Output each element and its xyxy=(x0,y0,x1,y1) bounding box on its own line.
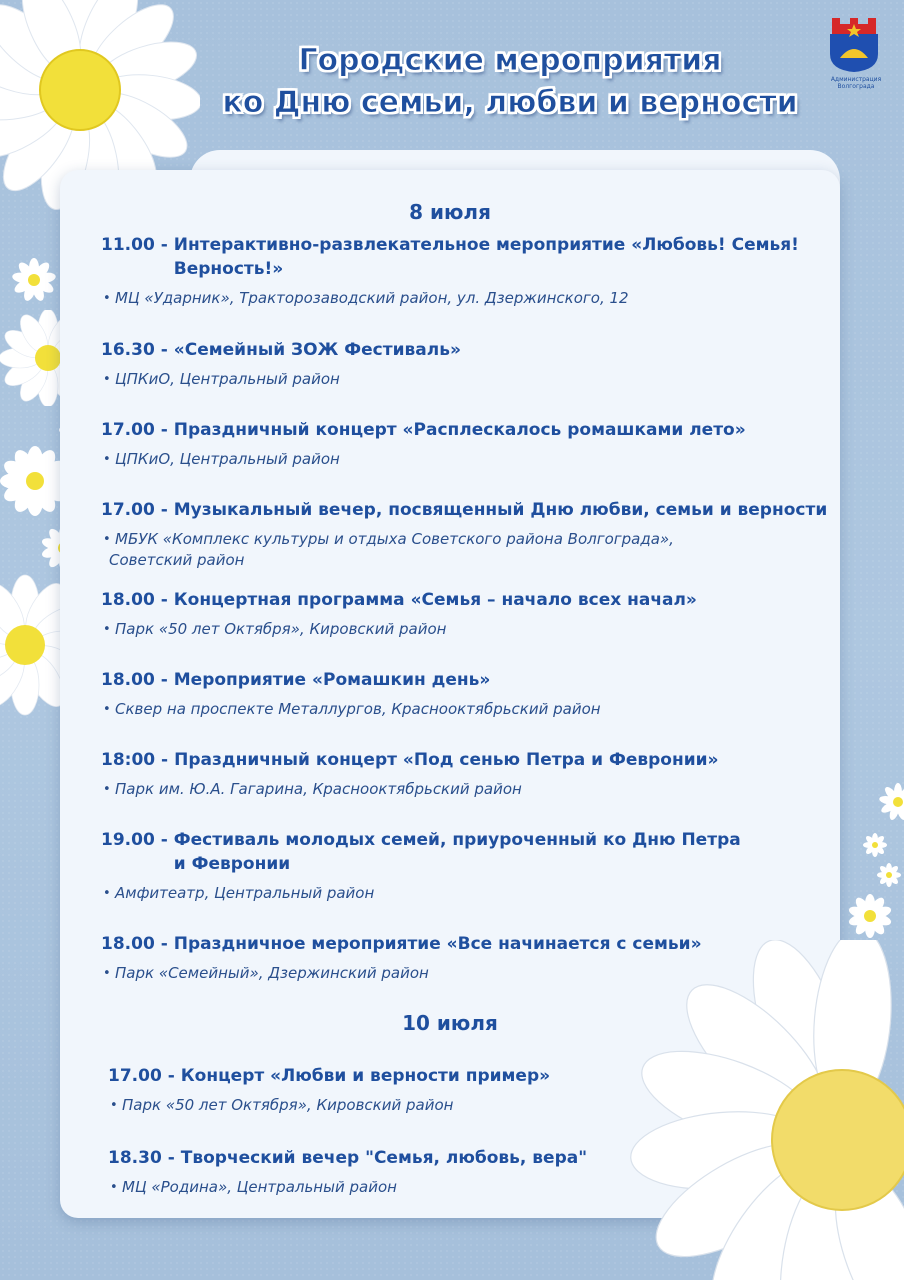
event-title: Концертная программа «Семья – начало всех начал» xyxy=(173,590,697,610)
event-item xyxy=(101,668,831,720)
event-time: 18:00 - xyxy=(101,750,169,770)
event-location: • Парк «Семейный», Дзержинский район xyxy=(101,963,831,984)
event-item xyxy=(101,338,831,390)
event-time: 16.30 - xyxy=(101,340,168,360)
event-location: • Парк «50 лет Октября», Кировский район xyxy=(108,1095,838,1116)
event-item xyxy=(101,498,841,571)
page-title xyxy=(200,40,820,124)
chamomile-flower-small xyxy=(876,862,902,888)
event-time: 17.00 - xyxy=(108,1066,175,1086)
event-title: Фестиваль молодых семей, приуроченный ко Дню Петра xyxy=(173,830,741,850)
event-location: • МЦ «Ударник», Тракторозаводский район, ул. Дзержинского, 12 xyxy=(101,288,831,309)
volgograd-emblem xyxy=(826,14,882,94)
event-item xyxy=(101,748,831,800)
day-heading: 8 июля xyxy=(409,200,491,224)
chamomile-flower-small xyxy=(848,894,892,938)
chamomile-flower-small xyxy=(878,782,904,822)
event-location: • ЦПКиО, Центральный район xyxy=(101,369,831,390)
title-line-2: ко Дню семьи, любви и верности xyxy=(222,85,798,120)
event-location-line-2: Советский район xyxy=(109,551,245,569)
event-time: 19.00 - xyxy=(101,830,168,850)
event-title: Интерактивно-развлекательное мероприятие «Любовь! Семья! xyxy=(173,235,799,255)
event-title: Праздничный концерт «Расплескалось ромашками лето» xyxy=(173,420,746,440)
event-title: Музыкальный вечер, посвященный Дню любви, семьи и верности xyxy=(173,500,828,520)
day-heading: 10 июля xyxy=(402,1011,498,1035)
event-location: • ЦПКиО, Центральный район xyxy=(101,449,831,470)
event-time: 18.00 - xyxy=(101,670,168,690)
event-title: Праздничный концерт «Под сенью Петра и Февронии» xyxy=(174,750,719,770)
chamomile-flower-large-bottom-right xyxy=(592,940,904,1280)
event-location: • Сквер на проспекте Металлургов, Краснооктябрьский район xyxy=(101,699,831,720)
event-title: Концерт «Любви и верности пример» xyxy=(180,1066,551,1086)
event-title: Мероприятие «Ромашкин день» xyxy=(173,670,491,690)
event-time: 17.00 - xyxy=(101,500,168,520)
title-line-1: Городские мероприятия xyxy=(298,43,722,78)
event-time: 11.00 - xyxy=(101,235,168,255)
chamomile-flower-small xyxy=(862,832,888,858)
event-title: «Семейный ЗОЖ Фестиваль» xyxy=(173,340,461,360)
event-title-line-2: Верность!» xyxy=(173,259,284,279)
event-location: • МБУК «Комплекс культуры и отдыха Советского района Волгограда», Советский район xyxy=(101,529,841,571)
event-item xyxy=(101,418,831,470)
event-item xyxy=(101,588,831,640)
event-time: 18.00 - xyxy=(101,590,168,610)
event-title-line-2: и Февронии xyxy=(173,854,291,874)
event-item xyxy=(101,828,831,904)
coat-of-arms-icon xyxy=(826,14,882,74)
event-location: • Парк им. Ю.А. Гагарина, Краснооктябрьский район xyxy=(101,779,831,800)
chamomile-flower-small xyxy=(12,258,56,302)
event-time: 17.00 - xyxy=(101,420,168,440)
emblem-caption: Администрация Волгограда xyxy=(830,76,882,90)
event-title: Творческий вечер "Семья, любовь, вера" xyxy=(180,1148,588,1168)
event-time: 18.00 - xyxy=(101,934,168,954)
event-item xyxy=(101,233,831,309)
event-title: Праздничное мероприятие «Все начинается с семьи» xyxy=(173,934,702,954)
event-time: 18.30 - xyxy=(108,1148,175,1168)
event-location: • МЦ «Родина», Центральный район xyxy=(108,1177,838,1198)
event-location: • Амфитеатр, Центральный район xyxy=(101,883,831,904)
event-location: • Парк «50 лет Октября», Кировский район xyxy=(101,619,831,640)
